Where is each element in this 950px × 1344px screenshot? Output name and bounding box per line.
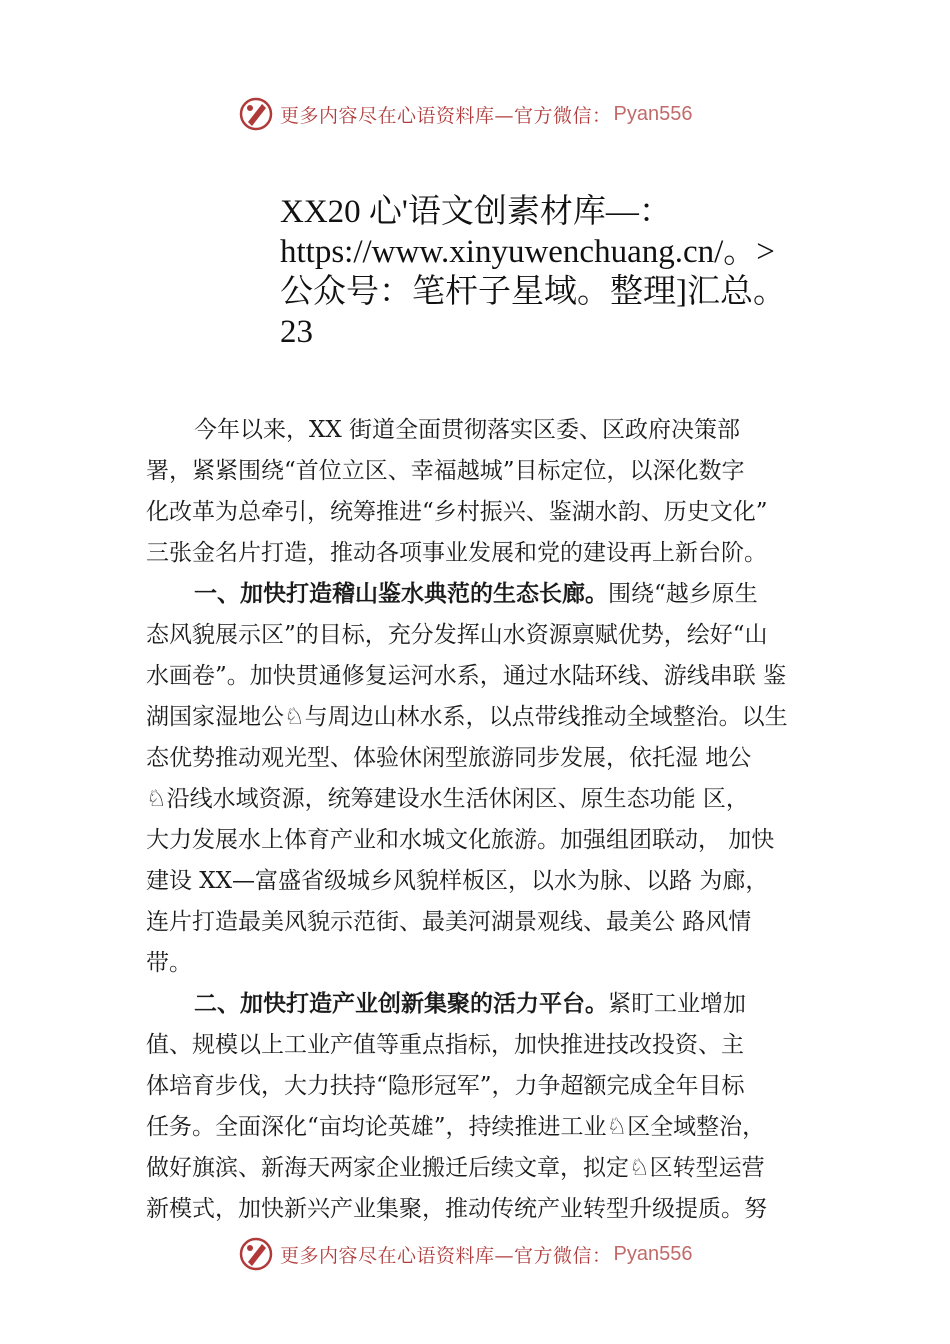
section-2-first-line — [146, 984, 836, 1025]
document-body — [146, 410, 836, 1230]
wechat-id: Pyan556 — [613, 1242, 693, 1265]
body-line: 湖国家湿地公♘与周边山林水系，以点带线推动全域整治。以生 — [146, 704, 788, 730]
title-line: https://www.xinyuwenchuang.cn/。> — [280, 234, 775, 270]
header-banner — [238, 94, 692, 134]
document-title — [280, 192, 920, 352]
banner-text: 更多内容尽在心语资料库—官方微信： — [280, 104, 612, 127]
body-line: ♘沿线水域资源，统筹建设水生活休闲区、原生态功能 区， — [146, 786, 749, 812]
title-line: 23 — [280, 314, 313, 350]
body-line: 任务。全面深化“亩均论英雄”，持续推进工业♘区全域整治， — [146, 1114, 766, 1140]
body-line: 连片打造最美风貌示范街、最美河湖景观线、最美公 路风情 — [146, 909, 752, 935]
section-1-heading: 一、加快打造稽山鉴水典范的生态长廊。 — [194, 581, 608, 607]
body-line: 建设 XX—富盛省级城乡风貌样板区，以水为脉、以路 为廊， — [146, 868, 769, 894]
body-line: 做好旗滨、新海天两家企业搬迁后续文章，拟定♘区转型运营 — [146, 1155, 765, 1181]
body-line: 值、规模以上工业产值等重点指标，加快推进技改投资、主 — [146, 1032, 744, 1058]
body-line: 态优势推动观光型、体验休闲型旅游同步发展，依托湿 地公 — [146, 745, 752, 771]
body-line: 体培育步伐，大力扶持“隐形冠军”，力争超额完成全年目标 — [146, 1073, 745, 1099]
pen-nib-logo-icon — [238, 1236, 274, 1272]
body-line: 化改革为总牵引，统筹推进“乡村振兴、鉴湖水韵、历史文化” — [146, 499, 768, 525]
body-text: 围绕“越乡原生 — [608, 581, 758, 607]
title-line: 公众号：笔杆子星域。整理]汇总。 — [280, 274, 786, 310]
footer-banner — [238, 1234, 692, 1274]
title-line: XX20 心'语文创素材库—： — [280, 194, 672, 230]
body-line: 态风貌展示区”的目标，充分发挥山水资源禀赋优势，绘好“山 — [146, 622, 768, 648]
wechat-id: Pyan556 — [613, 102, 693, 125]
pen-nib-logo-icon — [238, 96, 274, 132]
body-line: 新模式，加快新兴产业集聚，推动传统产业转型升级提质。努 — [146, 1196, 767, 1222]
body-line: 大力发展水上体育产业和水城文化旅游。加强组团联动， 加快 — [146, 827, 775, 853]
section-2-heading: 二、加快打造产业创新集聚的活力平台。 — [194, 991, 608, 1017]
body-line: 三张金名片打造，推动各项事业发展和党的建设再上新台阶。 — [146, 540, 767, 566]
body-text: 紧盯工业增加 — [608, 991, 746, 1017]
banner-text: 更多内容尽在心语资料库—官方微信： — [280, 1244, 612, 1267]
body-line: 署，紧紧围绕“首位立区、幸福越城”目标定位，以深化数字 — [146, 458, 745, 484]
body-line: 今年以来，XX 街道全面贯彻落实区委、区政府决策部 — [194, 417, 741, 443]
body-line: 带。 — [146, 950, 192, 976]
body-line: 水画卷”。加快贯通修复运河水系，通过水陆环线、游线串联 鉴 — [146, 663, 787, 689]
section-1-first-line — [146, 574, 836, 615]
